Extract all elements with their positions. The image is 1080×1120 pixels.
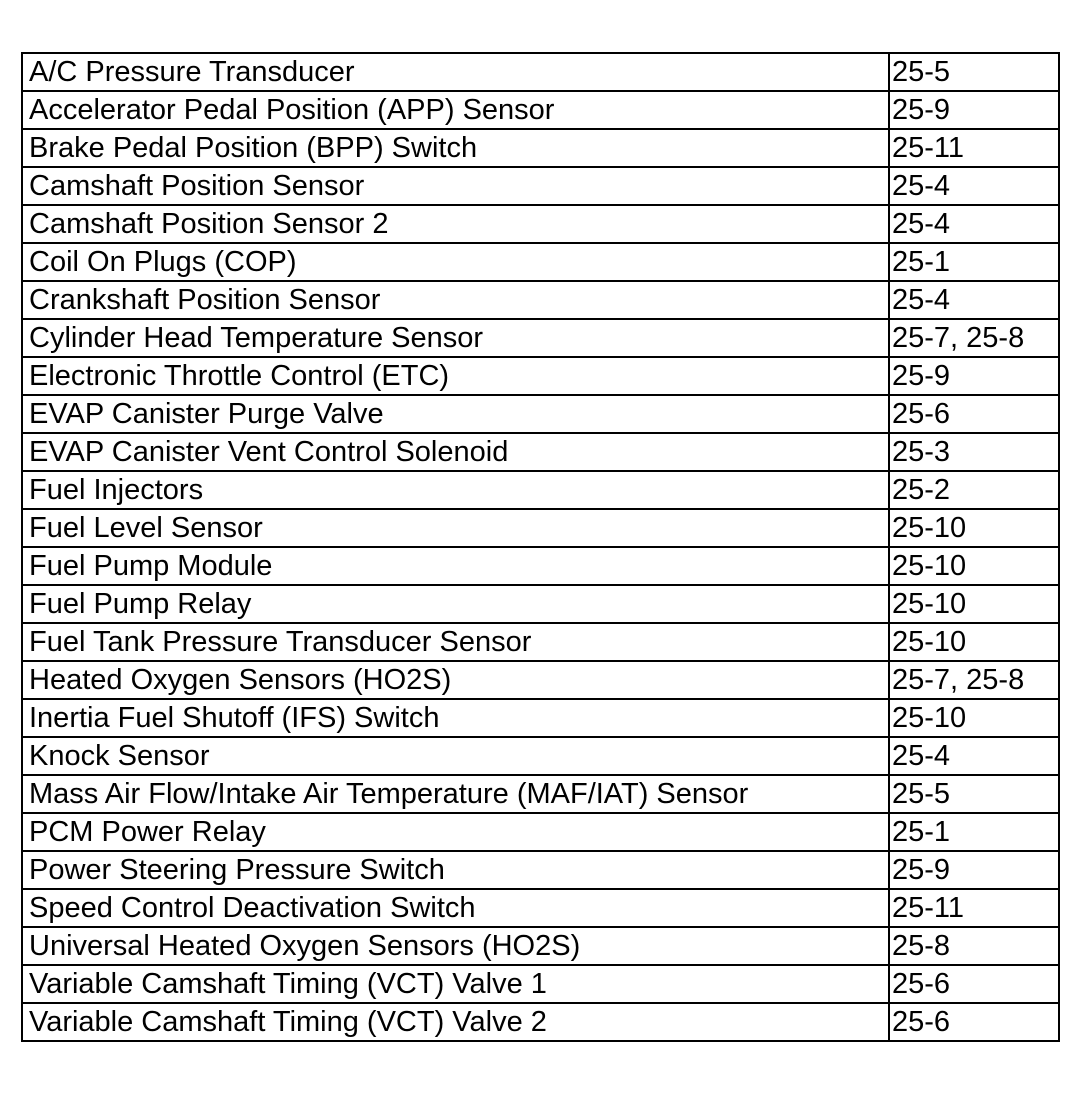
- table-row: [22, 965, 1059, 1003]
- page-reference-cell: 25-4: [889, 281, 1059, 319]
- table-row: [22, 357, 1059, 395]
- page-reference-cell: 25-8: [889, 927, 1059, 965]
- table-row: [22, 395, 1059, 433]
- table-row: [22, 737, 1059, 775]
- page-reference-cell: 25-7, 25-8: [889, 661, 1059, 699]
- component-name-cell: Speed Control Deactivation Switch: [22, 889, 889, 927]
- page-reference-cell: 25-9: [889, 357, 1059, 395]
- page-reference-cell: 25-1: [889, 243, 1059, 281]
- page-reference-cell: 25-6: [889, 965, 1059, 1003]
- table-body: [22, 53, 1059, 1041]
- page-reference-cell: 25-4: [889, 205, 1059, 243]
- table-row: [22, 547, 1059, 585]
- table-row: [22, 281, 1059, 319]
- component-name-cell: Knock Sensor: [22, 737, 889, 775]
- component-name-cell: Variable Camshaft Timing (VCT) Valve 2: [22, 1003, 889, 1041]
- table-row: [22, 585, 1059, 623]
- component-name-cell: Fuel Pump Relay: [22, 585, 889, 623]
- table-row: [22, 129, 1059, 167]
- table-row: [22, 319, 1059, 357]
- component-name-cell: Brake Pedal Position (BPP) Switch: [22, 129, 889, 167]
- table-row: [22, 205, 1059, 243]
- component-name-cell: Electronic Throttle Control (ETC): [22, 357, 889, 395]
- table-row: [22, 433, 1059, 471]
- page-reference-cell: 25-10: [889, 547, 1059, 585]
- component-name-cell: Cylinder Head Temperature Sensor: [22, 319, 889, 357]
- page-reference-cell: 25-9: [889, 851, 1059, 889]
- page-reference-cell: 25-6: [889, 395, 1059, 433]
- table-row: [22, 775, 1059, 813]
- component-name-cell: Accelerator Pedal Position (APP) Sensor: [22, 91, 889, 129]
- table-row: [22, 167, 1059, 205]
- table-row: [22, 243, 1059, 281]
- page-reference-cell: 25-10: [889, 585, 1059, 623]
- table-row: [22, 851, 1059, 889]
- component-name-cell: Crankshaft Position Sensor: [22, 281, 889, 319]
- page-reference-cell: 25-5: [889, 775, 1059, 813]
- table-row: [22, 53, 1059, 91]
- page-reference-cell: 25-1: [889, 813, 1059, 851]
- page-reference-cell: 25-11: [889, 889, 1059, 927]
- component-name-cell: Coil On Plugs (COP): [22, 243, 889, 281]
- table-row: [22, 91, 1059, 129]
- component-location-table: [21, 52, 1060, 1042]
- component-name-cell: Camshaft Position Sensor: [22, 167, 889, 205]
- component-name-cell: Fuel Pump Module: [22, 547, 889, 585]
- table-row: [22, 623, 1059, 661]
- page-reference-cell: 25-4: [889, 167, 1059, 205]
- component-name-cell: Inertia Fuel Shutoff (IFS) Switch: [22, 699, 889, 737]
- page-reference-cell: 25-5: [889, 53, 1059, 91]
- table-row: [22, 1003, 1059, 1041]
- page-reference-cell: 25-3: [889, 433, 1059, 471]
- page-reference-cell: 25-7, 25-8: [889, 319, 1059, 357]
- page-reference-cell: 25-6: [889, 1003, 1059, 1041]
- component-name-cell: EVAP Canister Purge Valve: [22, 395, 889, 433]
- page-reference-cell: 25-2: [889, 471, 1059, 509]
- component-name-cell: Universal Heated Oxygen Sensors (HO2S): [22, 927, 889, 965]
- component-name-cell: Heated Oxygen Sensors (HO2S): [22, 661, 889, 699]
- table-row: [22, 889, 1059, 927]
- component-name-cell: Mass Air Flow/Intake Air Temperature (MAF/IAT) Sensor: [22, 775, 889, 813]
- component-name-cell: EVAP Canister Vent Control Solenoid: [22, 433, 889, 471]
- table-row: [22, 927, 1059, 965]
- table-row: [22, 509, 1059, 547]
- component-name-cell: Camshaft Position Sensor 2: [22, 205, 889, 243]
- component-name-cell: Fuel Level Sensor: [22, 509, 889, 547]
- table-row: [22, 661, 1059, 699]
- component-name-cell: Fuel Tank Pressure Transducer Sensor: [22, 623, 889, 661]
- component-name-cell: Power Steering Pressure Switch: [22, 851, 889, 889]
- page-reference-cell: 25-10: [889, 623, 1059, 661]
- table-row: [22, 813, 1059, 851]
- page-reference-cell: 25-10: [889, 699, 1059, 737]
- component-name-cell: A/C Pressure Transducer: [22, 53, 889, 91]
- component-name-cell: Variable Camshaft Timing (VCT) Valve 1: [22, 965, 889, 1003]
- page-reference-cell: 25-4: [889, 737, 1059, 775]
- page-reference-cell: 25-9: [889, 91, 1059, 129]
- page-reference-cell: 25-10: [889, 509, 1059, 547]
- component-name-cell: PCM Power Relay: [22, 813, 889, 851]
- table-row: [22, 699, 1059, 737]
- component-name-cell: Fuel Injectors: [22, 471, 889, 509]
- page-reference-cell: 25-11: [889, 129, 1059, 167]
- table-row: [22, 471, 1059, 509]
